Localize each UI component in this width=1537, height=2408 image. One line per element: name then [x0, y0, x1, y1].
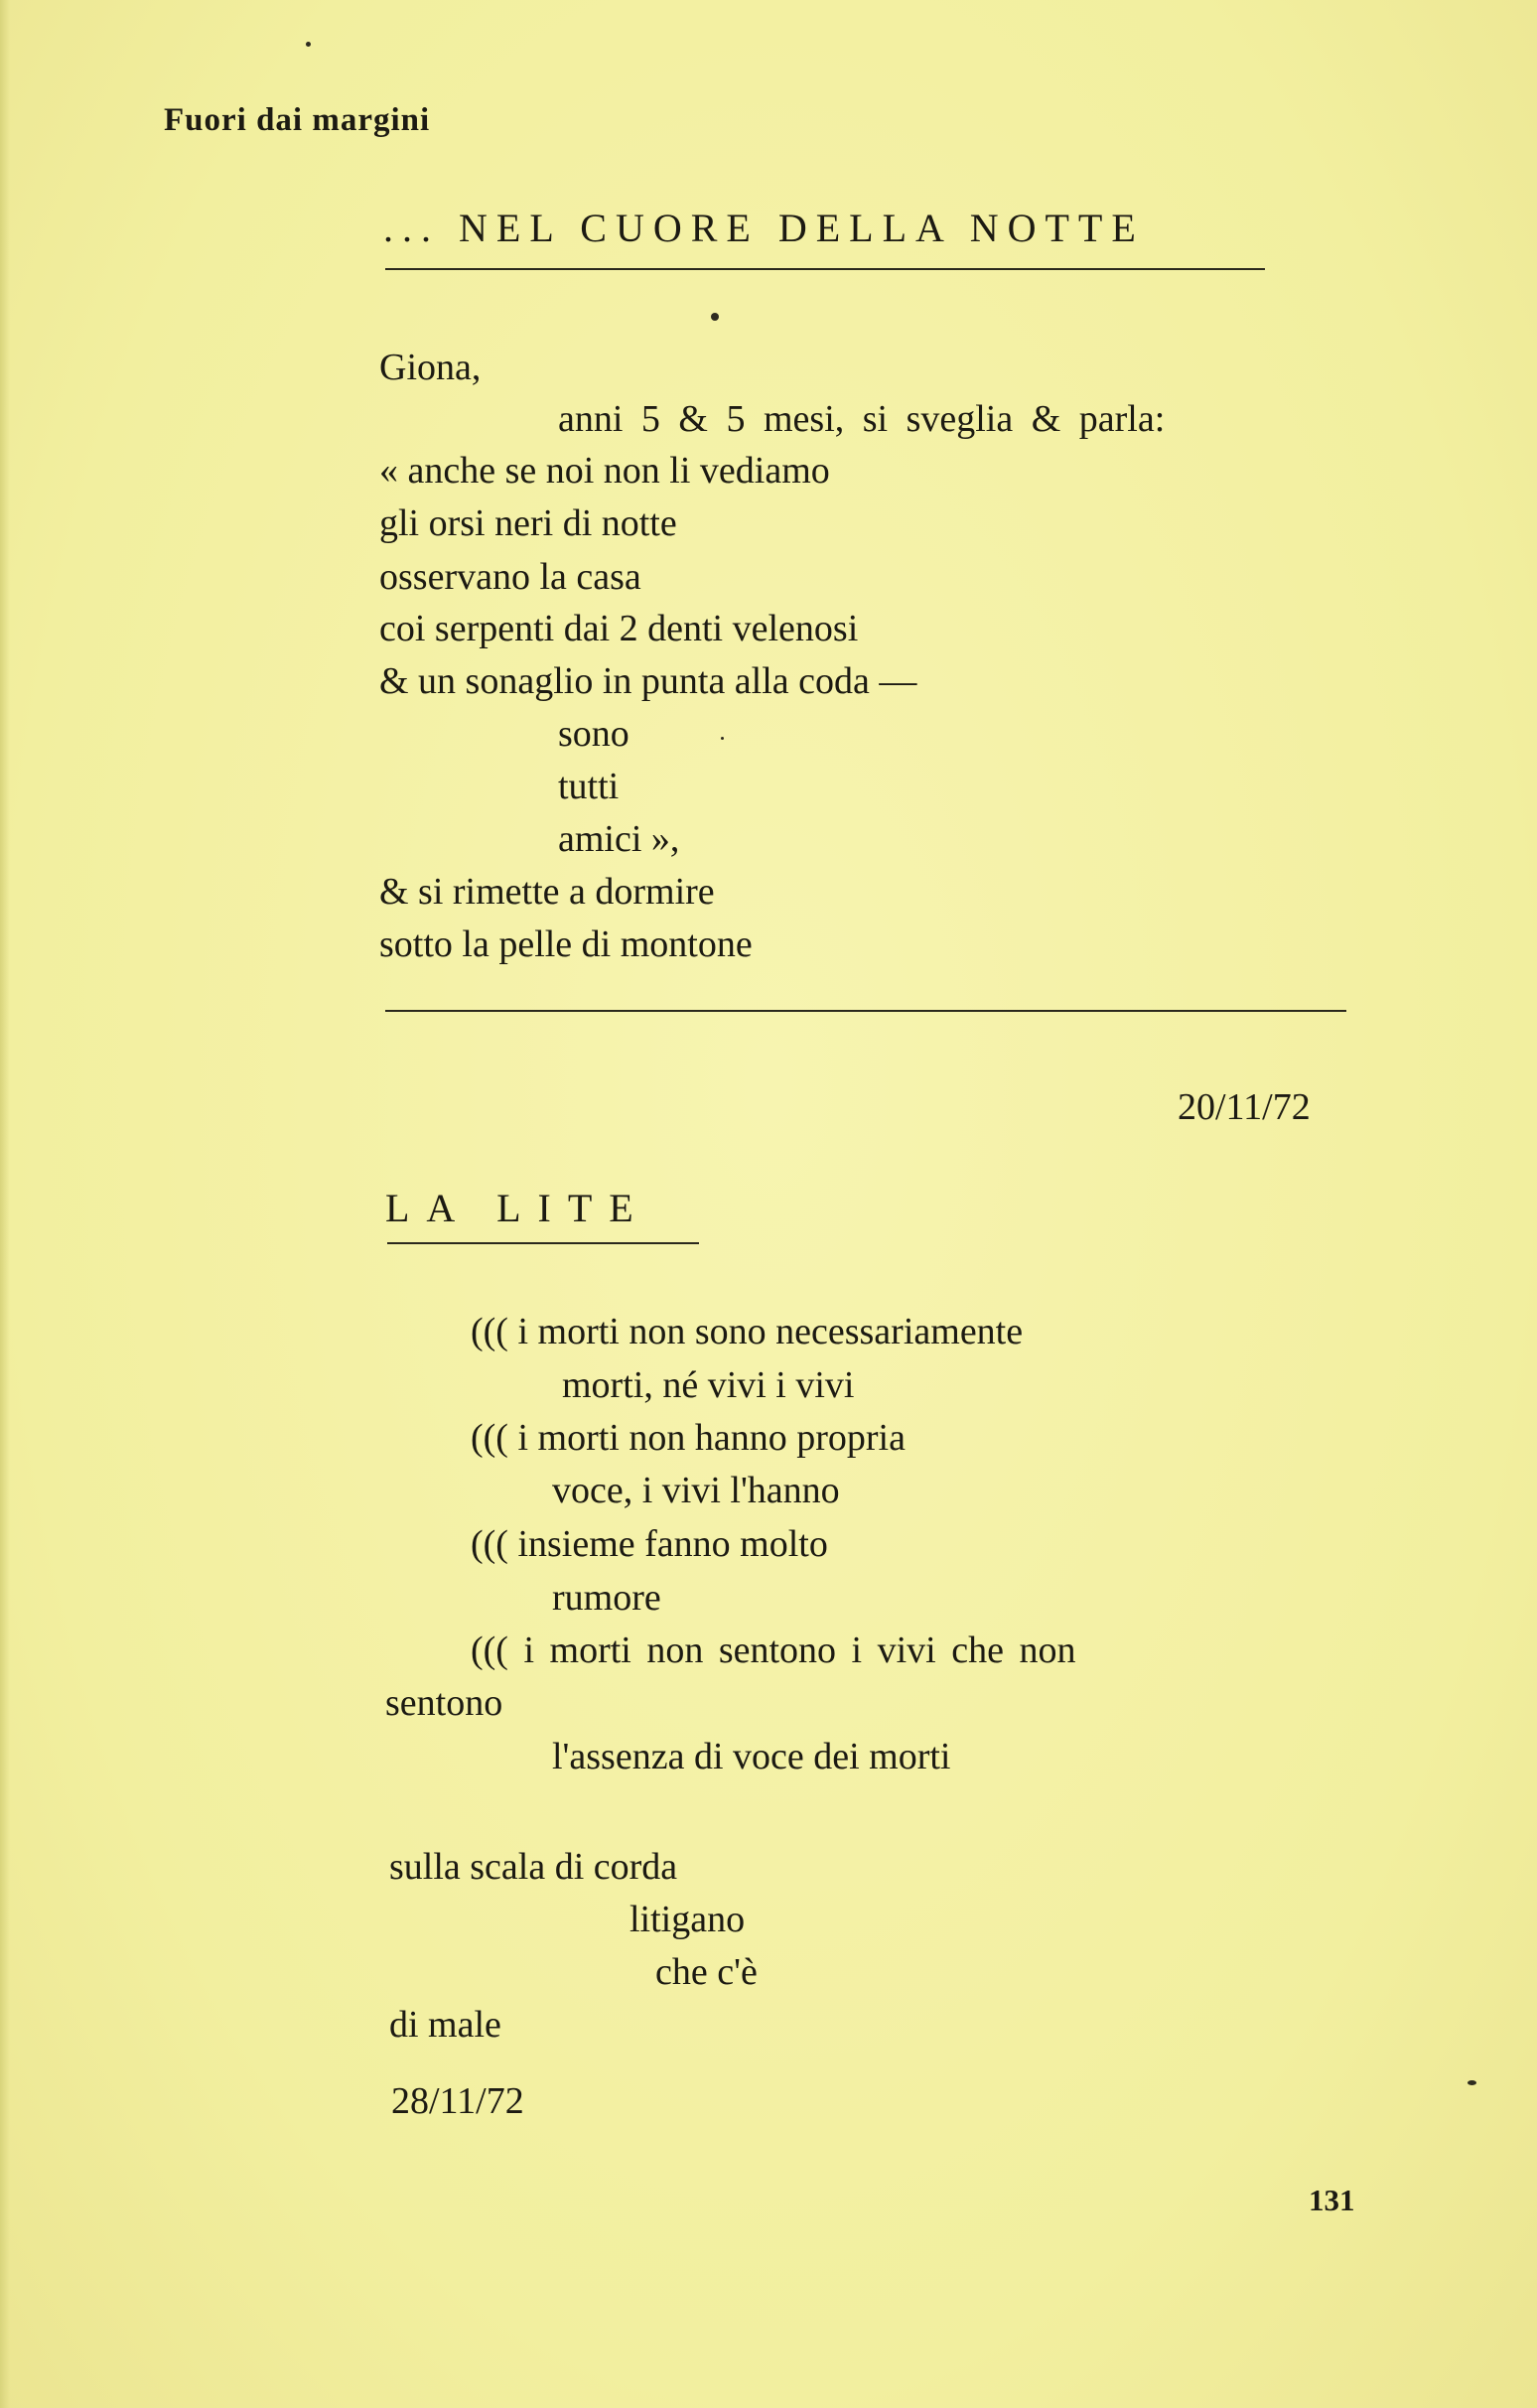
running-header: Fuori dai margini	[164, 102, 431, 138]
poem1-line: anni 5 & 5 mesi, si sveglia & parla:	[558, 398, 1166, 440]
poem2-line: sentono	[385, 1682, 503, 1724]
poem1-end-rule	[385, 1010, 1346, 1012]
page-number: 131	[1309, 2183, 1355, 2217]
poem2-line: litigano	[629, 1899, 746, 1940]
poem1-line: & un sonaglio in punta alla coda —	[379, 660, 917, 702]
poem2-line: ((( i morti non hanno propria	[471, 1417, 906, 1459]
poem2-line: morti, né vivi i vivi	[562, 1364, 855, 1406]
paper-speck	[711, 313, 719, 321]
poem1-line: & si rimette a dormire	[379, 871, 715, 913]
poem2-line: l'assenza di voce dei morti	[552, 1736, 951, 1777]
poem1-line: sotto la pelle di montone	[379, 923, 753, 965]
poem1-line: gli orsi neri di notte	[379, 502, 677, 544]
poem2-title: LA LITE	[385, 1186, 650, 1230]
poem2-line: che c'è	[655, 1951, 758, 1993]
poem1-line: coi serpenti dai 2 denti velenosi	[379, 608, 859, 649]
page-edge-shadow	[0, 0, 10, 2408]
poem1-line: tutti	[558, 766, 620, 807]
poem2-line: rumore	[552, 1577, 661, 1619]
poem2-line: sulla scala di corda	[389, 1846, 678, 1888]
poem2-line: ((( insieme fanno molto	[471, 1523, 828, 1565]
poem2-line: voce, i vivi l'hanno	[552, 1470, 840, 1511]
poem2-date: 28/11/72	[391, 2080, 524, 2122]
paper-speck	[306, 42, 311, 47]
poem1-date: 20/11/72	[1178, 1086, 1311, 1128]
poem1-line: « anche se noi non li vediamo	[379, 450, 830, 492]
poem1-title-underline	[385, 268, 1265, 270]
poem2-line: di male	[389, 2004, 501, 2046]
poem1-line: sono	[558, 713, 629, 755]
poem2-title-underline	[387, 1242, 699, 1244]
poem1-line: osservano la casa	[379, 556, 641, 598]
poem1-line: amici »,	[558, 818, 680, 860]
poem1-line: Giona,	[379, 347, 482, 388]
paper-speck	[721, 737, 724, 740]
paper-speck	[1467, 2080, 1476, 2085]
poem2-line: ((( i morti non sono necessariamente	[471, 1311, 1024, 1352]
poem1-title: ... NEL CUORE DELLA NOTTE	[383, 206, 1145, 250]
poem2-line: ((( i morti non sentono i vivi che non	[471, 1629, 1076, 1671]
